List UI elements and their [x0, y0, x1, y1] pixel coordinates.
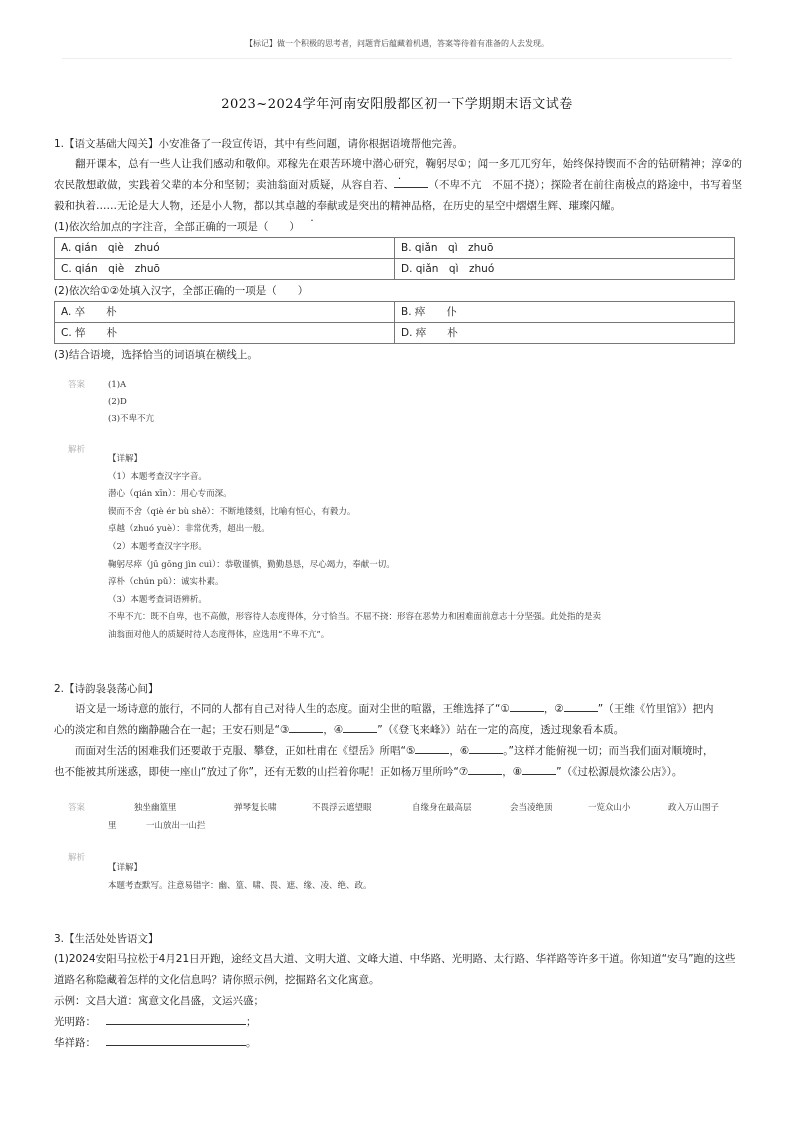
analysis-line: （3）本题考查词语辨析。: [108, 594, 207, 605]
option-d[interactable]: D. qiǎn qì zhuó: [395, 259, 735, 280]
answer-item: 不畏浮云遮望眼: [312, 802, 372, 813]
answer-blank[interactable]: [415, 742, 449, 754]
analysis-line: 油翁面对他人的质疑时待人态度得体，应选用“不卑不亢”。: [108, 629, 330, 640]
analysis-block-2: [54, 849, 742, 895]
answer-block-1: [54, 377, 742, 428]
option-a[interactable]: A. qián qiè zhuó: [55, 238, 395, 259]
header-motto: 【标记】做一个积极的思考者，问题背后蕴藏着机遇，答案等待着有准备的人去发现。: [245, 39, 549, 48]
passage-text: 也不能被其所迷惑，即使一座山“放过了你”，还有无数的山拦着你呢！正如杨万里所吟“⑦: [54, 765, 469, 778]
answer-blank[interactable]: [468, 763, 502, 775]
answer-item: (3)不卑不亢: [108, 414, 155, 424]
sub-2-options-table: [54, 301, 735, 344]
exam-content: [54, 134, 742, 1054]
punctuation: 。: [246, 1036, 257, 1049]
road-label: 光明路：: [54, 1015, 96, 1028]
question-1-sub-2: (2)依次给①②处填入汉字，全部正确的一项是（ ）: [54, 285, 309, 297]
answer-block-2: [54, 799, 742, 835]
question-1-heading: 1.【语文基础大闯关】小安准备了一段宣传语，其中有些问题，请你根据语境帮他完善。: [54, 138, 464, 150]
question-3-text-1: (1)2024安阳马拉松于4月21日开跑，途经文昌大道、文明大道、文峰大道、中华路、光明路、太行路、华祥路等许多干道。你知道“安马”跑的这些: [54, 952, 736, 965]
detail-label: 【详解】: [108, 454, 143, 464]
question-3-heading: 3.【生活处处皆语文】: [54, 932, 159, 945]
answer-item: 弹琴复长啸: [234, 802, 277, 813]
answer-blank[interactable]: [469, 742, 503, 754]
road-2-answer-blank[interactable]: [106, 1034, 246, 1046]
passage-text: 心的淡定和自然的幽静融合在一起；王安石则是“③: [54, 723, 290, 736]
header-divider: [62, 58, 732, 59]
passage-text: （不卑不亢 不屈不挠）；探险者在前往南极点的路途中，书写着坚毅和执着……无论是大人物，还是小人物，都以其: [54, 179, 743, 212]
answer-blank[interactable]: [564, 700, 598, 712]
dotted-char: 潜 .: [372, 158, 383, 170]
answer-row: [54, 817, 742, 835]
question-3-example: 示例：文昌大道：寓意文化昌盛，文运兴盛；: [54, 994, 264, 1007]
answer-item: 里: [108, 820, 117, 831]
question-1-sub-1: (1)依次给加点的字注音，全部正确的一项是（ ）: [54, 221, 300, 233]
road-1-row: [54, 1012, 742, 1033]
passage-text: 语文是一场诗意的旅行，不同的人都有自己对待人生的态度。面对尘世的喧嚣，王维选择了“①: [75, 702, 510, 715]
punctuation: ；: [246, 1015, 257, 1028]
passage-text: ”（王维《竹里馆》）把内: [597, 702, 714, 715]
option-b[interactable]: B. 瘁 仆: [395, 302, 735, 323]
option-c[interactable]: C. qián qiè zhuō: [55, 259, 395, 280]
analysis-label: 解析: [68, 445, 86, 455]
analysis-label: 解析: [68, 852, 86, 863]
answer-row: [54, 799, 742, 817]
analysis-line: 鞠躬尽瘁（jū gōng jìn cuì）：恭敬谨慎，勤勤恳恳，尽心竭力，奉献一切。: [108, 559, 395, 570]
answer-blank[interactable]: [510, 700, 544, 712]
road-label: 华祥路：: [54, 1036, 96, 1049]
answer-item: 一览众山小: [588, 802, 631, 813]
answer-item: (1)A: [108, 380, 127, 390]
analysis-line: 卓越（zhuó yuè）：非常优秀，超出一般。: [108, 524, 270, 535]
question-1-passage: [54, 154, 742, 217]
analysis-line: （2）本题考查汉字字形。: [108, 541, 207, 552]
option-b[interactable]: B. qiǎn qì zhuō: [395, 238, 735, 259]
answer-blank[interactable]: [522, 763, 556, 775]
analysis-block-1: [54, 442, 742, 645]
option-a[interactable]: A. 卒 朴: [55, 302, 395, 323]
answer-label: 答案: [68, 380, 86, 390]
answer-label: 答案: [68, 802, 86, 813]
answer-blank[interactable]: [289, 721, 323, 733]
passage-text: ，④: [323, 723, 344, 736]
option-d[interactable]: D. 瘁 朴: [395, 323, 735, 344]
answer-item: 独坐幽篁里: [134, 802, 177, 813]
road-2-row: [54, 1033, 742, 1054]
question-3-text-2: 道路名称隐藏着怎样的文化信息吗？请你照示例，挖掘路名文化寓意。: [54, 973, 380, 986]
question-1-sub-3: (3)结合语境，选择恰当的词语填在横线上。: [54, 349, 258, 361]
answer-blank[interactable]: [343, 721, 377, 733]
question-2-line-3: [54, 741, 742, 762]
dotted-char: 锲 .: [605, 158, 616, 170]
passage-text: ”（《登飞来峰》）站在一定的高度，透过现象看本质。: [377, 723, 625, 736]
passage-text: ”（《过松源晨炊漆公店》）。: [556, 765, 683, 778]
passage-text: 翻开课本，总有一些人让我们感动和敬仰。邓稼先在艰苦环境中: [75, 158, 373, 170]
sub-1-options-table: [54, 237, 735, 280]
question-2-line-2: [54, 720, 742, 741]
question-2-line-4: [54, 762, 742, 783]
answer-item: 会当凌绝顶: [510, 802, 553, 813]
passage-text: ，⑥: [449, 744, 470, 757]
analysis-line: （1）本题考查汉字字音。: [108, 471, 207, 482]
answer-item: 自缘身在最高层: [412, 802, 472, 813]
passage-text: 心研究，鞠躬尽①；闻一多兀兀穷年，始终保持: [383, 158, 606, 170]
passage-text: 越的奉献或是突出的精神品格，在历史的星空中熠熠生辉、璀璨闪耀。: [295, 200, 621, 212]
passage-text: 。”这样才能俯视一切；而当我们面对顺境时，: [503, 744, 714, 757]
analysis-line: 锲而不舍（qiè ér bù shě）：不断地镂刻，比喻有恒心，有毅力。: [108, 506, 356, 517]
dotted-char: 卓 .: [285, 200, 296, 212]
analysis-line: 潜心（qián xīn）：用心专而深。: [108, 489, 232, 500]
road-1-answer-blank[interactable]: [106, 1013, 246, 1025]
answer-item: (2)D: [108, 397, 127, 407]
question-2-heading: 2.【诗韵袅袅荡心间】: [54, 682, 159, 695]
answer-item: 政入万山围子: [668, 802, 720, 813]
page-title: 2023~2024学年河南安阳殷都区初一下学期期末语文试卷: [221, 97, 573, 112]
analysis-line: 本题考查默写。注意易错字：幽、篁、啸、畏、遮、缘、凌、绝、政。: [108, 880, 372, 891]
answer-item: 一山放出一山拦: [146, 820, 206, 831]
analysis-line: 淳朴（chún pǔ）：诚实朴素。: [108, 577, 224, 588]
passage-text: ，⑧: [502, 765, 523, 778]
detail-label: 【详解】: [108, 862, 143, 873]
analysis-line: 不卑不亢：既不自卑，也不高傲，形容待人态度得体，分寸恰当。不屈不挠：形容在恶势力和困难面前意志十分坚强。此处指的是卖: [108, 612, 602, 623]
passage-text: ，②: [543, 702, 564, 715]
option-c[interactable]: C. 悴 朴: [55, 323, 395, 344]
passage-text: 而不舍的钻研精神；淳②的农民散想敢做，实践着父辈的本分和坚韧；卖油翁面对质疑，从容自若、: [54, 158, 743, 191]
question-2-line-1: [54, 699, 742, 720]
passage-text: 而面对生活的困难我们还要敢于克服、攀登，正如杜甫在《望岳》所唱“⑤: [75, 744, 416, 757]
